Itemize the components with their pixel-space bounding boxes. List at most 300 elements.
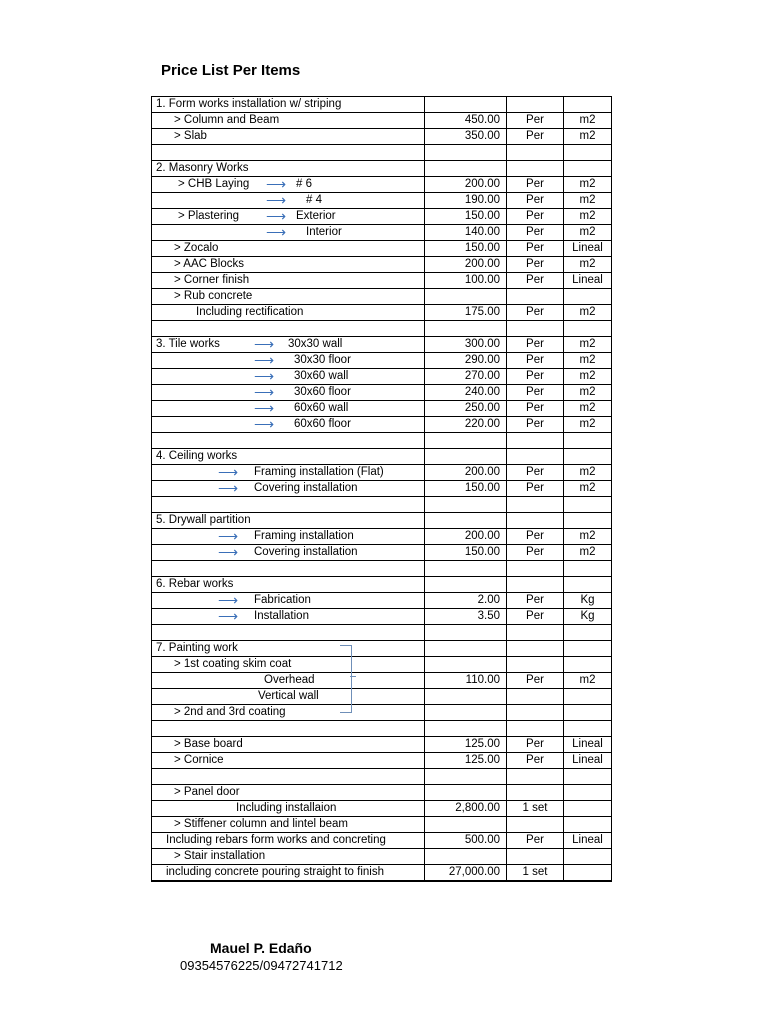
arrow-icon: ⟶ — [218, 528, 239, 544]
per-cell — [507, 497, 564, 513]
item-sublabel: 30x60 wall — [294, 370, 349, 382]
item-row — [152, 257, 612, 273]
price-cell: 190.00 — [425, 193, 507, 209]
blank-row — [152, 433, 612, 449]
item-label: > Rub concrete — [174, 290, 253, 302]
item-row — [152, 129, 612, 145]
signature-phone: 09354576225/09472741712 — [180, 958, 343, 973]
price-cell — [425, 497, 507, 513]
price-cell — [425, 689, 507, 705]
item-sublabel: Interior — [306, 226, 342, 238]
per-cell — [507, 657, 564, 673]
price-cell: 150.00 — [425, 209, 507, 225]
section-header-row — [152, 641, 612, 657]
unit-cell: m2 — [564, 209, 612, 225]
item-row — [152, 545, 612, 561]
item-label: > Slab — [174, 130, 207, 142]
unit-cell — [564, 161, 612, 177]
section-header-row — [152, 449, 612, 465]
arrow-icon: ⟶ — [254, 384, 275, 400]
unit-cell: Lineal — [564, 241, 612, 257]
section-header-row — [152, 97, 612, 113]
per-cell: Per — [507, 593, 564, 609]
blank-row — [152, 145, 612, 161]
per-cell — [507, 433, 564, 449]
item-row — [152, 337, 612, 353]
per-cell: Per — [507, 209, 564, 225]
item-sublabel: including concrete pouring straight to finish — [166, 866, 384, 878]
per-cell: Per — [507, 737, 564, 753]
description-cell — [152, 657, 425, 673]
unit-cell — [564, 705, 612, 721]
unit-cell: Kg — [564, 609, 612, 625]
item-row — [152, 593, 612, 609]
price-cell: 125.00 — [425, 753, 507, 769]
per-cell — [507, 321, 564, 337]
item-row — [152, 785, 612, 801]
blank-row — [152, 561, 612, 577]
price-cell — [425, 433, 507, 449]
item-row — [152, 353, 612, 369]
per-cell: Per — [507, 177, 564, 193]
per-cell: Per — [507, 609, 564, 625]
price-cell: 125.00 — [425, 737, 507, 753]
description-cell — [152, 769, 425, 785]
blank-row — [152, 321, 612, 337]
price-cell: 3.50 — [425, 609, 507, 625]
item-sublabel: 30x30 floor — [294, 354, 351, 366]
price-cell — [425, 449, 507, 465]
unit-cell — [564, 785, 612, 801]
item-label: > Plastering — [178, 210, 240, 222]
price-cell — [425, 849, 507, 865]
item-row — [152, 385, 612, 401]
price-cell — [425, 785, 507, 801]
unit-cell: m2 — [564, 385, 612, 401]
unit-cell: m2 — [564, 545, 612, 561]
unit-cell — [564, 625, 612, 641]
per-cell — [507, 577, 564, 593]
unit-cell — [564, 145, 612, 161]
item-row — [152, 369, 612, 385]
description-cell — [152, 529, 425, 545]
description-cell — [152, 177, 425, 193]
unit-cell: Lineal — [564, 737, 612, 753]
arrow-icon: ⟶ — [266, 224, 287, 240]
per-cell: Per — [507, 401, 564, 417]
per-cell: Per — [507, 417, 564, 433]
item-row — [152, 481, 612, 497]
unit-cell: m2 — [564, 257, 612, 273]
price-cell: 2.00 — [425, 593, 507, 609]
per-cell: Per — [507, 481, 564, 497]
blank-row — [152, 497, 612, 513]
arrow-icon: ⟶ — [218, 480, 239, 496]
arrow-icon: ⟶ — [266, 176, 287, 192]
description-cell — [152, 433, 425, 449]
item-label: > Stiffener column and lintel beam — [174, 818, 348, 830]
per-cell — [507, 721, 564, 737]
per-cell: Per — [507, 385, 564, 401]
price-cell: 100.00 — [425, 273, 507, 289]
price-cell — [425, 721, 507, 737]
price-cell: 270.00 — [425, 369, 507, 385]
unit-cell: Lineal — [564, 273, 612, 289]
item-sublabel: Fabrication — [254, 594, 311, 606]
description-cell — [152, 545, 425, 561]
section-header-row — [152, 577, 612, 593]
price-list-table — [151, 96, 612, 882]
description-cell — [152, 337, 425, 353]
per-cell: Per — [507, 529, 564, 545]
price-cell: 200.00 — [425, 529, 507, 545]
price-cell — [425, 561, 507, 577]
unit-cell — [564, 657, 612, 673]
item-row — [152, 417, 612, 433]
price-cell: 350.00 — [425, 129, 507, 145]
item-sublabel: Framing installation — [254, 530, 354, 542]
price-cell — [425, 641, 507, 657]
unit-cell — [564, 561, 612, 577]
item-sublabel: Including rebars form works and concreting — [166, 834, 386, 846]
description-cell — [152, 593, 425, 609]
per-cell — [507, 97, 564, 113]
item-row — [152, 849, 612, 865]
arrow-icon: ⟶ — [254, 336, 275, 352]
item-row — [152, 817, 612, 833]
item-sublabel: 60x60 floor — [294, 418, 351, 430]
per-cell: Per — [507, 353, 564, 369]
description-cell — [152, 449, 425, 465]
arrow-icon: ⟶ — [254, 400, 275, 416]
price-cell: 200.00 — [425, 465, 507, 481]
item-row — [152, 193, 612, 209]
description-cell — [152, 737, 425, 753]
page-title: Price List Per Items — [161, 62, 301, 79]
price-cell: 500.00 — [425, 833, 507, 849]
per-cell — [507, 689, 564, 705]
price-cell: 27,000.00 — [425, 865, 507, 882]
per-cell — [507, 289, 564, 305]
description-cell — [152, 129, 425, 145]
per-cell — [507, 161, 564, 177]
description-cell — [152, 817, 425, 833]
arrow-icon: ⟶ — [218, 608, 239, 624]
item-sublabel: Covering installation — [254, 482, 358, 494]
description-cell — [152, 641, 425, 657]
unit-cell — [564, 513, 612, 529]
price-cell: 2,800.00 — [425, 801, 507, 817]
unit-cell — [564, 321, 612, 337]
item-sublabel: Vertical wall — [258, 690, 319, 702]
per-cell: Per — [507, 673, 564, 689]
item-row — [152, 273, 612, 289]
price-cell: 175.00 — [425, 305, 507, 321]
price-cell — [425, 769, 507, 785]
per-cell: Per — [507, 833, 564, 849]
description-cell — [152, 705, 425, 721]
per-cell: Per — [507, 225, 564, 241]
unit-cell: m2 — [564, 401, 612, 417]
per-cell: 1 set — [507, 801, 564, 817]
description-cell — [152, 97, 425, 113]
per-cell — [507, 817, 564, 833]
arrow-icon: ⟶ — [254, 416, 275, 432]
description-cell — [152, 145, 425, 161]
description-cell — [152, 273, 425, 289]
unit-cell — [564, 577, 612, 593]
unit-cell — [564, 801, 612, 817]
description-cell — [152, 497, 425, 513]
unit-cell — [564, 433, 612, 449]
price-cell: 150.00 — [425, 241, 507, 257]
description-cell — [152, 577, 425, 593]
per-cell: Per — [507, 337, 564, 353]
price-cell — [425, 625, 507, 641]
price-cell: 200.00 — [425, 177, 507, 193]
unit-cell: m2 — [564, 129, 612, 145]
per-cell: Per — [507, 305, 564, 321]
description-cell — [152, 721, 425, 737]
price-cell — [425, 577, 507, 593]
section-title: 2. Masonry Works — [156, 162, 249, 174]
unit-cell: m2 — [564, 337, 612, 353]
item-row — [152, 657, 612, 673]
unit-cell: Kg — [564, 593, 612, 609]
item-row — [152, 609, 612, 625]
price-cell — [425, 705, 507, 721]
unit-cell — [564, 865, 612, 882]
section-title: 6. Rebar works — [156, 578, 234, 590]
item-label: > Column and Beam — [174, 114, 280, 126]
section-title: 5. Drywall partition — [156, 514, 251, 526]
description-cell — [152, 353, 425, 369]
description-cell — [152, 689, 425, 705]
arrow-icon: ⟶ — [254, 352, 275, 368]
per-cell — [507, 785, 564, 801]
unit-cell — [564, 289, 612, 305]
arrow-icon: ⟶ — [218, 464, 239, 480]
per-cell: Per — [507, 241, 564, 257]
item-row — [152, 465, 612, 481]
unit-cell — [564, 689, 612, 705]
unit-cell — [564, 641, 612, 657]
item-label: > Panel door — [174, 786, 240, 798]
unit-cell: m2 — [564, 465, 612, 481]
section-title: 7. Painting work — [156, 642, 238, 654]
unit-cell — [564, 817, 612, 833]
per-cell: Per — [507, 369, 564, 385]
price-cell: 110.00 — [425, 673, 507, 689]
item-row — [152, 865, 612, 882]
unit-cell: m2 — [564, 529, 612, 545]
price-cell — [425, 97, 507, 113]
description-cell — [152, 673, 425, 689]
price-cell: 200.00 — [425, 257, 507, 273]
description-cell — [152, 609, 425, 625]
item-row — [152, 673, 612, 689]
description-cell — [152, 417, 425, 433]
per-cell: Per — [507, 753, 564, 769]
description-cell — [152, 785, 425, 801]
blank-row — [152, 625, 612, 641]
bracket-line — [340, 645, 352, 713]
unit-cell: Lineal — [564, 753, 612, 769]
item-label: > Cornice — [174, 754, 224, 766]
price-cell — [425, 289, 507, 305]
item-label: > Corner finish — [174, 274, 250, 286]
price-cell — [425, 657, 507, 673]
description-cell — [152, 753, 425, 769]
arrow-icon: ⟶ — [218, 544, 239, 560]
section-header-row — [152, 161, 612, 177]
price-cell — [425, 145, 507, 161]
price-cell: 290.00 — [425, 353, 507, 369]
item-label: > Stair installation — [174, 850, 266, 862]
price-cell: 450.00 — [425, 113, 507, 129]
item-sublabel: Installation — [254, 610, 309, 622]
per-cell — [507, 145, 564, 161]
unit-cell: m2 — [564, 481, 612, 497]
item-row — [152, 241, 612, 257]
description-cell — [152, 369, 425, 385]
per-cell: Per — [507, 545, 564, 561]
price-cell: 140.00 — [425, 225, 507, 241]
price-cell: 150.00 — [425, 481, 507, 497]
description-cell — [152, 241, 425, 257]
item-row — [152, 833, 612, 849]
description-cell — [152, 209, 425, 225]
arrow-icon: ⟶ — [254, 368, 275, 384]
item-sublabel: 30x60 floor — [294, 386, 351, 398]
price-cell — [425, 513, 507, 529]
unit-cell — [564, 849, 612, 865]
description-cell — [152, 289, 425, 305]
description-cell — [152, 113, 425, 129]
unit-cell — [564, 497, 612, 513]
item-sublabel: Framing installation (Flat) — [254, 466, 384, 478]
description-cell — [152, 481, 425, 497]
description-cell — [152, 401, 425, 417]
unit-cell: m2 — [564, 225, 612, 241]
item-row — [152, 177, 612, 193]
item-row — [152, 801, 612, 817]
per-cell: Per — [507, 113, 564, 129]
price-cell: 240.00 — [425, 385, 507, 401]
arrow-icon: ⟶ — [266, 208, 287, 224]
description-cell — [152, 465, 425, 481]
unit-cell — [564, 97, 612, 113]
unit-cell: m2 — [564, 193, 612, 209]
unit-cell: m2 — [564, 353, 612, 369]
per-cell: Per — [507, 273, 564, 289]
price-cell: 250.00 — [425, 401, 507, 417]
price-cell — [425, 161, 507, 177]
description-cell — [152, 257, 425, 273]
item-sublabel: 30x30 wall — [288, 338, 343, 350]
unit-cell: m2 — [564, 417, 612, 433]
description-cell — [152, 305, 425, 321]
per-cell: Per — [507, 193, 564, 209]
item-row — [152, 289, 612, 305]
unit-cell: m2 — [564, 673, 612, 689]
item-sublabel: Overhead — [264, 674, 315, 686]
section-header-row — [152, 513, 612, 529]
item-label: > 1st coating skim coat — [174, 658, 292, 670]
arrow-icon: ⟶ — [266, 192, 287, 208]
per-cell: Per — [507, 257, 564, 273]
item-label: > CHB Laying — [178, 178, 250, 190]
description-cell — [152, 849, 425, 865]
description-cell — [152, 193, 425, 209]
price-cell — [425, 817, 507, 833]
per-cell — [507, 705, 564, 721]
description-cell — [152, 561, 425, 577]
price-cell: 300.00 — [425, 337, 507, 353]
item-row — [152, 753, 612, 769]
item-row — [152, 401, 612, 417]
arrow-icon: ⟶ — [218, 592, 239, 608]
price-cell: 220.00 — [425, 417, 507, 433]
item-sublabel: # 6 — [296, 178, 312, 190]
item-label: 3. Tile works — [156, 338, 220, 350]
unit-cell: m2 — [564, 369, 612, 385]
per-cell: Per — [507, 129, 564, 145]
item-row — [152, 689, 612, 705]
unit-cell: m2 — [564, 305, 612, 321]
per-cell — [507, 849, 564, 865]
per-cell: Per — [507, 465, 564, 481]
per-cell — [507, 513, 564, 529]
section-title: 4. Ceiling works — [156, 450, 238, 462]
unit-cell: m2 — [564, 113, 612, 129]
item-row — [152, 113, 612, 129]
description-cell — [152, 801, 425, 817]
blank-row — [152, 769, 612, 785]
item-label: > Zocalo — [174, 242, 219, 254]
item-sublabel: 60x60 wall — [294, 402, 349, 414]
item-label: > AAC Blocks — [174, 258, 244, 270]
description-cell — [152, 513, 425, 529]
item-row — [152, 209, 612, 225]
per-cell — [507, 769, 564, 785]
item-label: > 2nd and 3rd coating — [174, 706, 286, 718]
item-row — [152, 529, 612, 545]
unit-cell: m2 — [564, 177, 612, 193]
signature-name: Mauel P. Edaño — [210, 940, 312, 956]
per-cell — [507, 449, 564, 465]
description-cell — [152, 225, 425, 241]
description-cell — [152, 321, 425, 337]
per-cell: 1 set — [507, 865, 564, 882]
unit-cell: Lineal — [564, 833, 612, 849]
blank-row — [152, 721, 612, 737]
item-sublabel: Including rectification — [196, 306, 304, 318]
unit-cell — [564, 449, 612, 465]
per-cell — [507, 561, 564, 577]
price-cell — [425, 321, 507, 337]
section-title: 1. Form works installation w/ striping — [156, 98, 342, 110]
item-label: > Base board — [174, 738, 243, 750]
description-cell — [152, 833, 425, 849]
description-cell — [152, 865, 425, 882]
item-row — [152, 225, 612, 241]
item-row — [152, 737, 612, 753]
bracket-tick — [350, 676, 356, 677]
price-cell: 150.00 — [425, 545, 507, 561]
description-cell — [152, 161, 425, 177]
description-cell — [152, 625, 425, 641]
